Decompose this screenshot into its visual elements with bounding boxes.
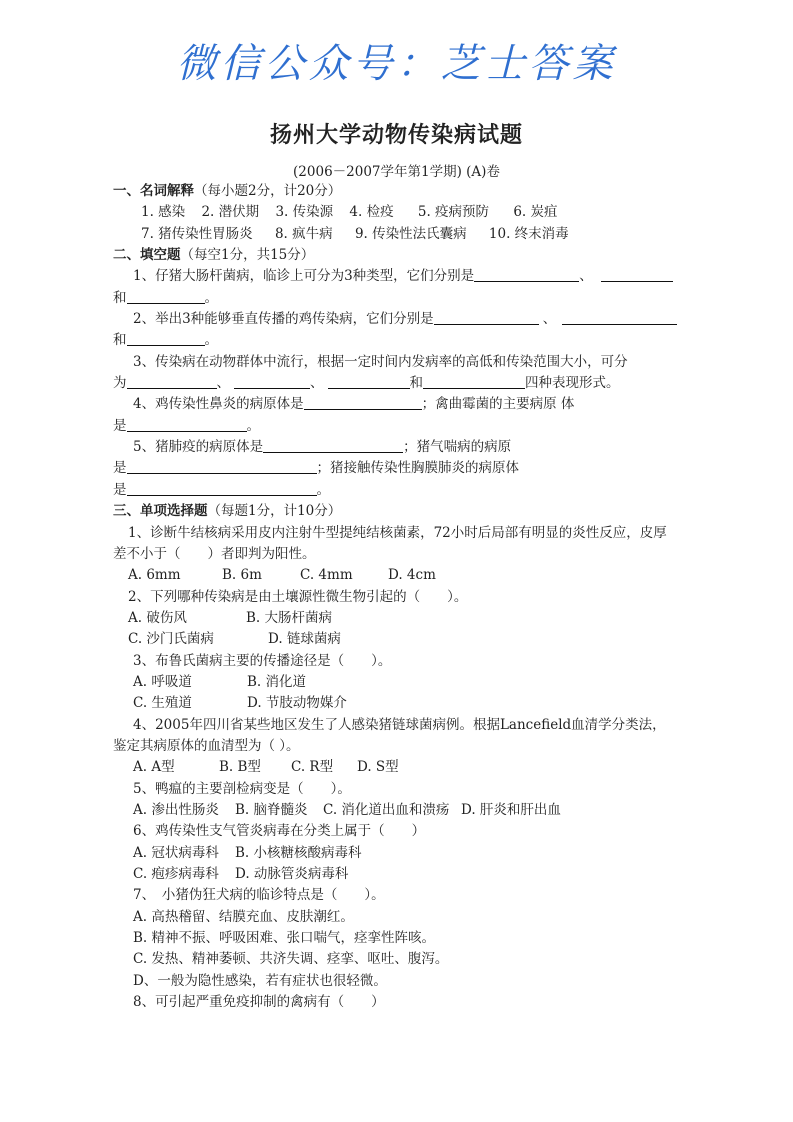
question-text: ；猪接触传染性胸膜肺炎的病原体 [316,460,519,477]
question-text: 是 [113,481,127,498]
option-row [113,843,688,864]
term: 7. 猪传染性胃肠炎 [141,225,253,242]
fill-question [113,352,688,373]
term: 1. 感染 [141,204,186,221]
term-row [113,202,688,223]
term: 9. 传染性法氏囊病 [354,225,467,242]
option[interactable]: A. 6mm [128,567,181,584]
separator: 、 [310,375,324,392]
question-text: 和 [113,289,127,306]
fill-question [113,437,688,458]
choice-question-cont: 差不小于（ ）者即判为阳性。 [113,545,316,562]
exam-body [113,181,688,1013]
question-text: 2、举出3种能够垂直传播的鸡传染病，它们分别是 [133,311,434,328]
answer-blank[interactable] [304,395,422,410]
fill-question-cont [113,458,688,479]
fill-question [113,266,688,287]
option[interactable]: D. 4cm [388,567,436,584]
option-row [113,629,688,650]
term: 3. 传染源 [275,204,334,221]
exam-title: 扬州大学动物传染病试题 [269,123,523,148]
option-row [113,672,688,693]
fill-question-cont [113,480,688,501]
answer-blank[interactable] [127,417,247,432]
question-text: 4、鸡传染性鼻炎的病原体是 [133,396,304,413]
question-text: ；猪气喘病的病原 [403,439,512,456]
section-2-heading [113,245,688,266]
option[interactable]: A. A型 [133,759,175,776]
option[interactable]: C. R型 [291,759,334,776]
question-text: 5、猪肺疫的病原体是 [133,439,264,456]
separator: 、 [542,311,557,328]
option[interactable]: A. 破伤风 [128,609,187,626]
answer-blank[interactable] [601,267,673,282]
option[interactable]: D. 肝炎和肝出血 [461,801,561,818]
option[interactable]: A. 呼吸道 [133,673,192,690]
term: 8. 疯牛病 [274,225,333,242]
punct: 。 [204,332,218,349]
section-note: （每空1分，共15分） [180,247,315,264]
term: 2. 潜伏期 [201,204,260,221]
option[interactable]: D. 链球菌病 [268,631,341,648]
option[interactable]: C. 发热、精神萎顿、共济失调、痉挛、呕吐、腹泻。 [133,951,449,968]
question-text: ；禽曲霉菌的主要病原 体 [421,396,575,413]
fill-question-cont [113,373,688,394]
separator: 、 [579,268,593,285]
section-title: 三、单项选择题 [113,503,208,520]
term: 10. 终末消毒 [488,225,569,242]
option[interactable]: B. 消化道 [247,673,307,690]
answer-blank[interactable] [127,459,317,474]
option[interactable]: B. 小核糖核酸病毒科 [235,844,362,861]
term: 4. 检疫 [349,204,394,221]
choice-question: 8、可引起严重免疫抑制的禽病有（ ） [133,994,385,1011]
option[interactable]: B. 6m [222,567,262,584]
option[interactable]: D. 动脉管炎病毒科 [235,866,349,882]
option[interactable]: C. 生殖道 [133,695,192,712]
term: 6. 炭疽 [513,204,558,221]
section-title: 二、填空题 [113,247,181,264]
watermark: 微信公众号：芝士答案 [176,41,617,87]
question-text: 和 [409,375,423,392]
fill-question-cont [113,288,688,309]
option[interactable]: B. 精神不振、呼吸困难、张口喘气，痉挛性阵咳。 [133,930,436,947]
question-text: 四种表现形式。 [525,375,620,392]
fill-question [113,309,688,330]
section-title: 一、名词解释 [113,183,194,199]
answer-blank[interactable] [234,374,310,389]
punct: 。 [204,289,218,306]
option[interactable]: B. B型 [219,759,261,776]
exam-subtitle: (2006－2007学年第1学期) (A)卷 [293,164,500,180]
option[interactable]: C. 消化道出血和溃疡 [323,801,450,818]
choice-question: 2、下列哪种传染病是由土壤源性微生物引起的（ ）。 [128,588,468,605]
section-note: （每小题2分，计20分） [194,183,342,199]
choice-question: 5、鸭瘟的主要剖检病变是（ ）。 [133,780,351,797]
answer-blank[interactable] [127,289,205,304]
answer-blank[interactable] [263,438,403,453]
term-row [113,224,688,245]
choice-question: 1、诊断牛结核病采用皮内注射牛型提纯结核菌素，72小时后局部有明显的炎性反应，皮厚 [128,524,667,541]
question-text: 和 [113,332,127,349]
option[interactable]: C. 沙门氏菌病 [128,631,214,648]
question-text: 是 [113,417,127,434]
choice-question: 3、布鲁氏菌病主要的传播途径是（ ）。 [133,652,392,669]
punct: 。 [246,417,260,434]
option[interactable]: D、一般为隐性感染，若有症状也很轻微。 [133,972,387,989]
answer-blank[interactable] [127,481,317,496]
option[interactable]: C. 4mm [300,567,353,584]
answer-blank[interactable] [474,267,579,282]
choice-question: 4、2005年四川省某些地区发生了人感染猪链球菌病例。根据Lancefield血清学分类法， [133,716,666,733]
section-3-heading [113,501,688,522]
answer-blank[interactable] [127,374,217,389]
choice-question: 7、 小猪伪狂犬病的临诊特点是（ ）。 [133,887,385,904]
choice-question-cont: 鉴定其病原体的血清型为（ ）。 [113,737,300,754]
option-row [113,693,688,714]
fill-question-cont [113,330,688,351]
answer-blank[interactable] [328,374,410,389]
question-text: 1、仔猪大肠杆菌病，临诊上可分为3种类型，它们分别是 [133,268,475,285]
option[interactable]: D. S型 [357,759,399,776]
fill-question [113,394,688,415]
option-row [113,864,688,885]
answer-blank[interactable] [562,310,677,325]
section-1-heading [113,181,688,202]
option[interactable]: A. 渗出性肠炎 [133,801,219,818]
section-note: （每题1分，计10分） [207,503,342,520]
fill-question-cont [113,416,688,437]
option-row [113,800,688,821]
separator: 、 [216,375,230,392]
punct: 。 [316,481,330,498]
option-row [113,757,688,778]
question-text: 是 [113,460,127,477]
answer-blank[interactable] [434,310,539,325]
option[interactable]: A. 高热稽留、结膜充血、皮肤潮红。 [133,908,354,925]
option-row [113,565,688,586]
answer-blank[interactable] [127,331,205,346]
question-text: 3、传染病在动物群体中流行，根据一定时间内发病率的高低和传染范围大小，可分 [133,353,628,370]
option[interactable]: A. 冠状病毒科 [133,844,219,861]
choice-question: 6、鸡传染性支气管炎病毒在分类上属于（ ） [133,823,426,840]
option[interactable]: B. 大肠杆菌病 [246,609,333,626]
term: 5. 疫病预防 [417,204,490,221]
question-text: 为 [113,375,127,392]
option[interactable]: B. 脑脊髓炎 [235,801,308,818]
answer-blank[interactable] [423,374,525,389]
option[interactable]: C. 疱疹病毒科 [133,866,219,882]
option-row [113,608,688,629]
option[interactable]: D. 节肢动物媒介 [247,695,347,712]
